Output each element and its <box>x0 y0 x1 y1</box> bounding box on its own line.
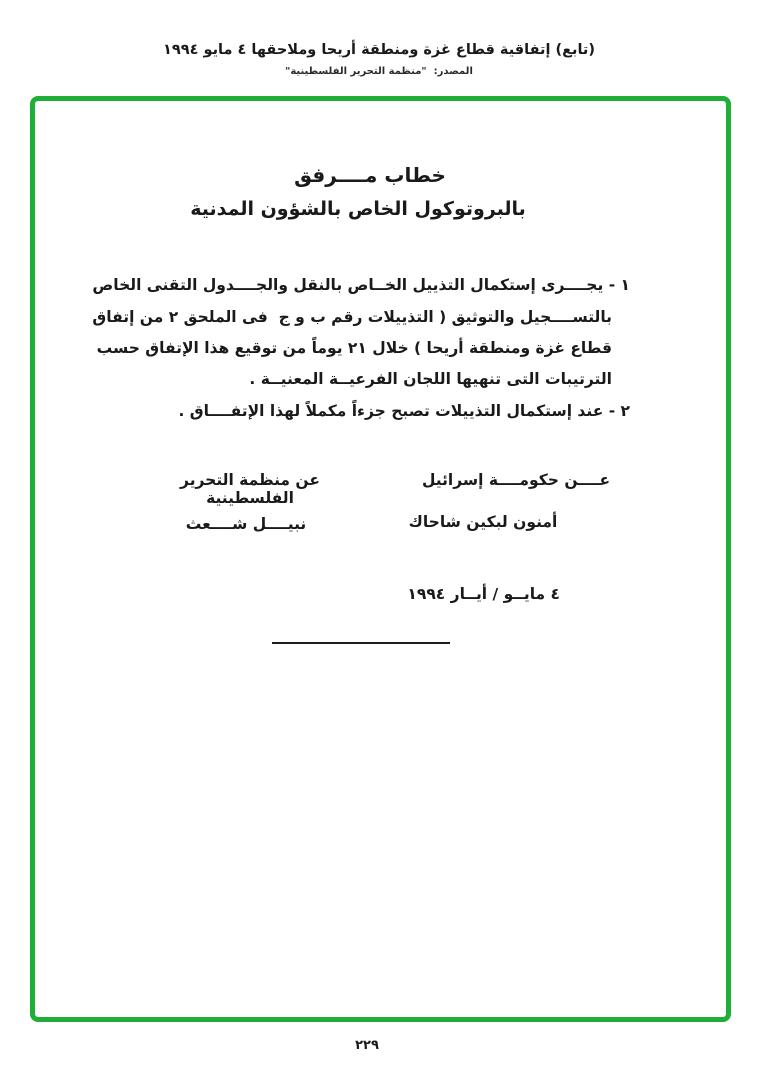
header-source-line: المصدر: "منظمة التحرير الفلسطينية" <box>285 66 473 77</box>
signature-israel-role: عــــن حكومــــة إسرائيل <box>421 471 611 489</box>
signature-plo-name: نبيــــل شــــعث <box>185 515 307 533</box>
page-number: ٢٢٩ <box>355 1038 379 1053</box>
letter-subtitle: بالبروتوكول الخاص بالشؤون المدنية <box>190 198 526 220</box>
clause-1-line-4: الترتيبات التى تنهيها اللجان الفرعيــة المعنيــة . <box>249 370 612 388</box>
letter-date: ٤ مايــو / أيــار ١٩٩٤ <box>407 585 560 603</box>
signature-plo-role: عن منظمة التحرير الفلسطينية <box>174 471 320 507</box>
clause-1-line-1: ١ - يجــــرى إستكمال التذييل الخــاص بالنقل والجــــدول التقنى الخاص <box>92 276 630 294</box>
clause-2-line-1: ٢ - عند إستكمال التذييلات تصبح جزءاً مكملاً لهذا الإتفــــاق . <box>178 402 630 420</box>
clause-1-line-2: بالتســــجيل والتوثيق ( التذييلات رقم ب و ج فى الملحق ٢ من إتفاق <box>92 308 612 326</box>
letter-title: خطاب مــــرفق <box>294 163 446 187</box>
divider-rule <box>272 642 450 644</box>
document-frame <box>30 96 731 1022</box>
clause-1-line-3: قطاع غزة ومنطقة أريحا ) خلال ٢١ يوماً من توقيع هذا الإتفاق حسب <box>96 339 612 357</box>
signature-israel-name: أمنون لبكين شاحاك <box>408 513 558 531</box>
header-agreement-title: (تابع) إتفاقية قطاع غزة ومنطقة أريحا وملاحقها ٤ مايو ١٩٩٤ <box>163 42 595 58</box>
